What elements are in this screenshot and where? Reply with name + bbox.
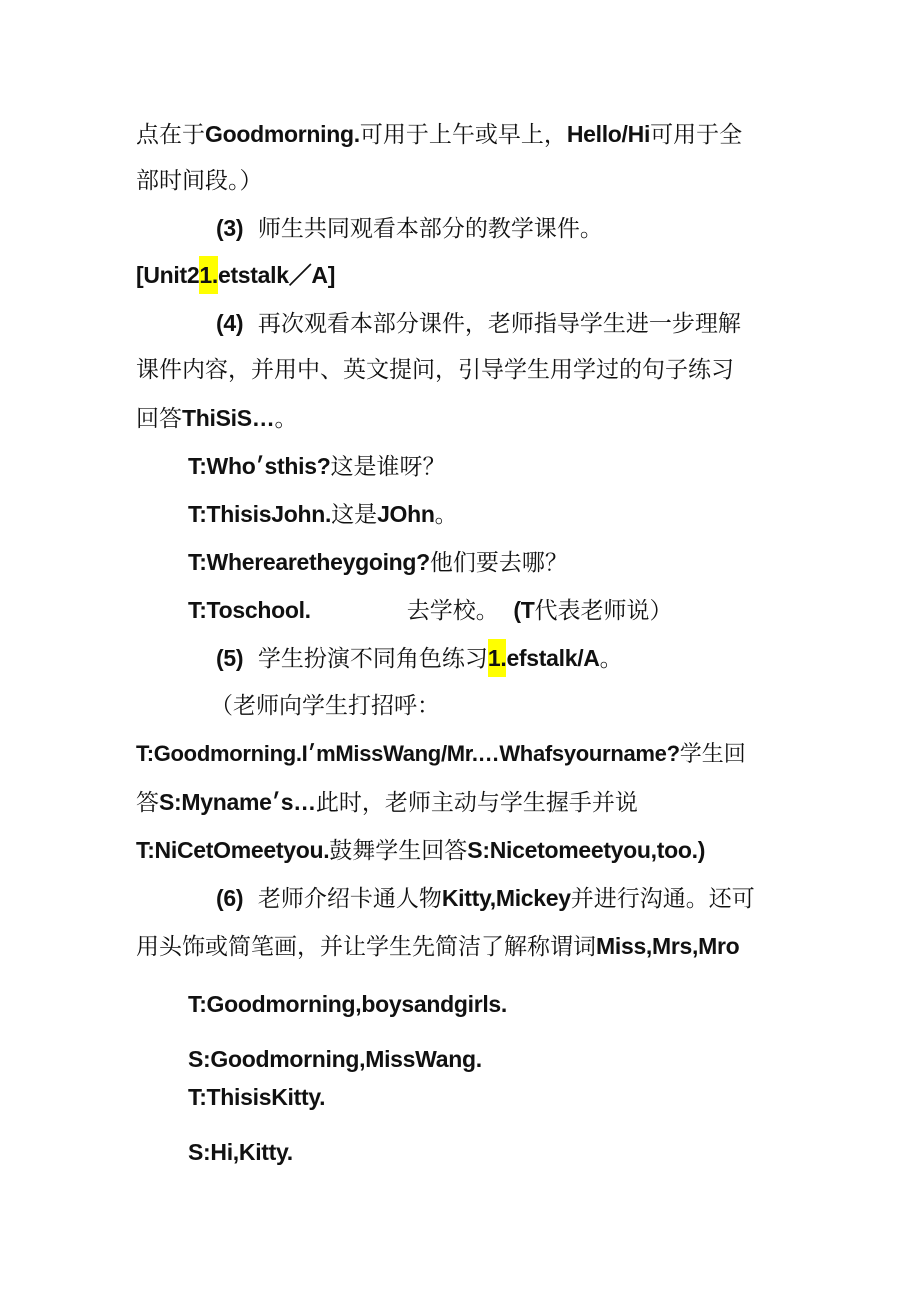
text-segment: Hello/Hi <box>566 121 651 147</box>
text-line-18 <box>136 929 739 964</box>
text-segment: T:NiCetOmeetyou. <box>136 837 330 863</box>
text-segment: 这是谁呀？ <box>330 454 446 480</box>
text-segment: (T <box>513 597 535 623</box>
text-segment: (6) <box>216 885 244 911</box>
text-segment: (5) <box>216 645 244 671</box>
text-segment: S:Goodmorning,MissWang. <box>188 1046 482 1072</box>
text-segment: S:Myname׳s… <box>159 789 316 815</box>
text-line-17 <box>216 881 755 916</box>
text-segment: T:ThisisKitty. <box>188 1084 326 1110</box>
text-segment: 师生共同观看本部分的教学课件。 <box>257 216 603 242</box>
text-segment: 并进行沟通。还可 <box>570 886 755 912</box>
text-line-14 <box>136 737 746 772</box>
text-segment: [Unit2 <box>136 262 200 288</box>
text-segment: S:Nicetomeetyou,too.) <box>467 837 706 863</box>
text-segment: 用头饰或简笔画，并让学生先简洁了解称谓词 <box>136 934 596 960</box>
text-segment: efstalk/A <box>506 645 600 671</box>
text-line-11 <box>188 593 673 628</box>
text-line-6 <box>136 353 734 387</box>
text-segment: Miss,Mrs,Mro <box>596 933 740 959</box>
text-segment: 可用于上午或早上， <box>359 122 567 148</box>
text-segment: 学生回 <box>679 742 746 767</box>
text-segment: T:ThisisJohn. <box>188 501 332 527</box>
text-segment: (4) <box>216 310 244 336</box>
text-line-13 <box>210 689 440 723</box>
text-segment: 回答 <box>136 406 182 432</box>
text-line-9 <box>188 497 458 532</box>
text-segment: 。 <box>274 406 298 432</box>
text-line-20 <box>188 1042 482 1077</box>
text-line-10 <box>188 545 568 580</box>
text-line-16 <box>136 833 705 868</box>
highlighted-text: 1. <box>488 639 507 677</box>
text-segment: （老师向学生打招呼： <box>210 693 440 719</box>
text-segment: Kitty,Mickey <box>441 885 571 911</box>
text-line-1 <box>136 117 742 152</box>
text-segment: S:Hi,Kitty. <box>188 1139 293 1165</box>
text-segment: etstalk／A] <box>217 262 336 288</box>
text-segment: 老师介绍卡通人物 <box>257 886 442 912</box>
text-segment: 。 <box>434 502 458 528</box>
text-segment: Goodmorning. <box>205 121 360 147</box>
text-line-7 <box>136 401 297 436</box>
text-line-15 <box>136 785 638 820</box>
text-segment: 去学校。 <box>406 598 499 624</box>
text-line-2 <box>136 164 263 198</box>
text-segment: 鼓舞学生回答 <box>329 838 468 864</box>
text-segment: 这是 <box>331 502 378 528</box>
text-segment: T:Toschool. <box>188 597 311 623</box>
text-segment: 答 <box>136 790 159 816</box>
text-segment: 此时，老师主动与学生握手并说 <box>315 790 638 816</box>
text-segment: 代表老师说） <box>534 598 673 624</box>
text-segment: T:Who׳sthis? <box>188 453 331 479</box>
text-line-21 <box>188 1080 325 1115</box>
text-segment: T:Goodmorning.I׳mMissWang/Mr.…Whafsyourname? <box>136 741 680 766</box>
text-segment: ThiSiS… <box>182 405 275 431</box>
text-line-4 <box>136 258 335 293</box>
text-segment: T:Goodmorning,boysandgirls. <box>188 991 508 1017</box>
text-segment: 点在于 <box>136 122 205 148</box>
text-segment: 可用于全 <box>650 122 743 148</box>
text-segment: 课件内容，并用中、英文提问，引导学生用学过的句子练习 <box>136 357 734 383</box>
text-segment: (3) <box>216 215 244 241</box>
highlighted-text: 1. <box>199 256 218 294</box>
text-line-3 <box>216 211 603 246</box>
text-line-19 <box>188 987 507 1022</box>
text-segment: 。 <box>599 646 623 672</box>
text-segment: 再次观看本部分课件，老师指导学生进一步理解 <box>257 311 741 337</box>
text-segment: 学生扮演不同角色练习 <box>257 646 488 672</box>
text-line-12 <box>216 641 623 676</box>
text-line-8 <box>188 449 445 484</box>
text-line-22 <box>188 1135 293 1170</box>
text-segment: JOhn <box>377 501 435 527</box>
text-segment: T:Wherearetheygoing? <box>188 549 430 575</box>
text-line-5 <box>216 306 741 341</box>
text-segment: 他们要去哪？ <box>429 550 568 576</box>
text-segment: 部时间段。） <box>136 168 263 194</box>
